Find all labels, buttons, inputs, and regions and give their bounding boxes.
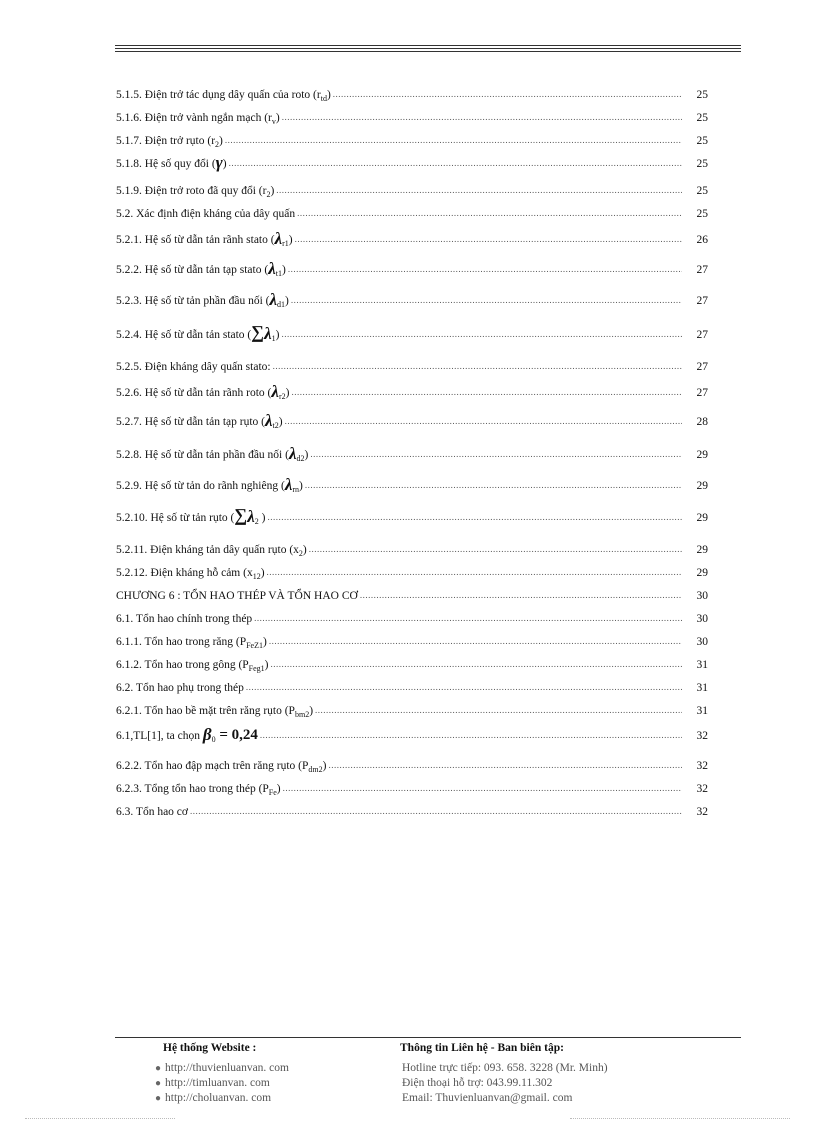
toc-page-number: 31 <box>696 705 708 717</box>
toc-entry[interactable] <box>116 176 708 198</box>
toc-page-number: 32 <box>696 783 708 795</box>
subscript: 2 <box>215 140 220 149</box>
footer-rule <box>115 1037 741 1038</box>
subscript: 12 <box>252 572 261 581</box>
bullet-icon: ● <box>155 1093 162 1104</box>
toc-entry[interactable] <box>116 407 708 429</box>
toc-entry-title: 6.1,TL[1], ta chọn $\beta_0 = 0,24$ <box>116 725 258 744</box>
toc-entry[interactable] <box>116 721 708 743</box>
toc-leader-dots <box>295 232 682 246</box>
subscript: bm2 <box>294 710 310 719</box>
toc-entry-title: 5.2.7. Hệ số từ dẫn tản tạp rụto $(\lambda_{t2})$ <box>116 411 283 430</box>
subscript: v <box>271 117 276 126</box>
math-symbol: λ <box>274 229 283 248</box>
toc-entry[interactable] <box>116 503 708 525</box>
toc-leader-dots <box>285 414 682 428</box>
toc-page-number: 25 <box>696 112 708 124</box>
math-symbol: λ <box>271 382 279 401</box>
toc-leader-dots <box>246 680 682 694</box>
toc-entry[interactable] <box>116 352 708 374</box>
footer-support-phone: Điện thoại hỗ trợ: 043.99.11.302 <box>402 1077 553 1089</box>
toc-entry[interactable] <box>116 604 708 626</box>
toc-page-number: 29 <box>696 480 708 492</box>
toc-page-number: 29 <box>696 544 708 556</box>
toc-leader-dots <box>267 510 682 524</box>
toc-entry[interactable] <box>116 286 708 308</box>
toc-leader-dots <box>297 206 682 220</box>
subscript: FeZ1 <box>246 641 263 650</box>
toc-leader-dots <box>291 293 682 307</box>
math-symbol: λ <box>284 475 293 494</box>
toc-entry-title: 5.2.9. Hệ số từ tản do rãnh nghiêng $(\lambda_{rn})$ <box>116 475 303 494</box>
math-symbol: λ <box>264 324 272 343</box>
toc-entry-title: 5.2.5. Điện kháng dây quấn stato: <box>116 361 271 373</box>
toc-page-number: 30 <box>696 613 708 625</box>
footer-site-link[interactable]: ● http://timluanvan. com <box>155 1077 270 1089</box>
subscript: 0 <box>211 735 216 744</box>
toc-entry[interactable] <box>116 627 708 649</box>
toc-leader-dots <box>225 133 682 147</box>
toc-page-number: 32 <box>696 760 708 772</box>
math-symbol: λ <box>269 290 278 309</box>
toc-leader-dots <box>309 542 682 556</box>
toc-entry[interactable] <box>116 650 708 672</box>
toc-page-number: 31 <box>696 659 708 671</box>
toc-entry-title: 5.2.6. Hệ số từ dẫn tản rãnh roto $(\lambda_{r2})$ <box>116 382 290 401</box>
toc-entry-title: 5.1.9. Điện trở roto đã quy đổi $(r_2)$ <box>116 185 275 199</box>
bullet-icon: ● <box>155 1063 162 1074</box>
toc-entry-title: 6.2. Tổn hao phụ trong thép <box>116 682 244 694</box>
toc-entry-title: 5.2.8. Hệ số từ dẫn tản phần đầu nối $(\lambda_{d2})$ <box>116 444 309 463</box>
toc-entry-title: 5.1.7. Điện trở rụto $(r_2)$ <box>116 135 223 149</box>
toc-leader-dots <box>288 262 682 276</box>
toc-page-number: 25 <box>696 135 708 147</box>
toc-page-number: 29 <box>696 512 708 524</box>
toc-entry-title: 5.1.5. Điện trở tác dụng dây quấn của roto $(r_{td})$ <box>116 89 331 103</box>
toc-leader-dots <box>283 781 682 795</box>
subscript: 2 <box>298 549 303 558</box>
toc-entry[interactable] <box>116 558 708 580</box>
subscript: t2 <box>272 421 279 430</box>
toc-entry-title: CHƯƠNG 6 : TỔN HAO THÉP VÀ TỔN HAO CƠ <box>116 590 358 602</box>
toc-leader-dots <box>310 447 682 461</box>
subscript: dm2 <box>308 765 323 774</box>
subscript: 1 <box>271 334 276 343</box>
toc-page-number: 25 <box>696 89 708 101</box>
footer-site-link[interactable]: ● http://thuvienluanvan. com <box>155 1062 289 1074</box>
toc-page-number: 27 <box>696 361 708 373</box>
summation-symbol: ∑ <box>251 322 265 342</box>
toc-leader-dots <box>282 327 683 341</box>
toc-entry-title: 5.2.12. Điện kháng hỗ cảm $(x_{12})$ <box>116 567 265 581</box>
toc-entry[interactable] <box>116 225 708 247</box>
toc-page-number: 27 <box>696 264 708 276</box>
toc-leader-dots <box>328 758 682 772</box>
subscript: d1 <box>277 300 286 309</box>
toc-leader-dots <box>276 183 682 197</box>
footer-contact-title: Thông tin Liên hệ - Ban biên tập: <box>400 1042 564 1054</box>
toc-entry-title: 5.1.8. Hệ số quy đổi (γ) <box>116 153 227 172</box>
toc-entry[interactable] <box>116 80 708 102</box>
toc-leader-dots <box>190 804 682 818</box>
toc-page-number: 32 <box>696 730 708 742</box>
toc-entry[interactable] <box>116 471 708 493</box>
toc-entry-title: 6.2.1. Tổn hao bề mặt trên răng rụto $(P_{bm2})$ <box>116 705 314 719</box>
toc-entry[interactable] <box>116 255 708 277</box>
header-rule-1 <box>115 45 741 46</box>
header-rule-3 <box>115 51 741 52</box>
toc-leader-dots <box>273 359 682 373</box>
subscript: r1 <box>282 239 289 248</box>
toc-entry[interactable] <box>116 149 708 171</box>
toc-page-number: 32 <box>696 806 708 818</box>
bottom-dotted-line-right <box>570 1118 790 1119</box>
subscript: t1 <box>275 269 282 278</box>
toc-page-number: 29 <box>696 567 708 579</box>
toc-page-number: 29 <box>696 449 708 461</box>
toc-entry[interactable] <box>116 797 708 819</box>
toc-entry[interactable] <box>116 774 708 796</box>
subscript: d2 <box>296 454 305 463</box>
toc-leader-dots <box>229 156 682 170</box>
toc-entry[interactable] <box>116 378 708 400</box>
toc-entry[interactable] <box>116 199 708 221</box>
toc-leader-dots <box>267 565 682 579</box>
toc-entry-title: 5.2.11. Điện kháng tản dây quấn rụto $(x_2)$ <box>116 544 307 558</box>
subscript: 2 <box>266 190 271 199</box>
toc-leader-dots <box>291 385 682 399</box>
toc-leader-dots <box>360 588 682 602</box>
subscript: Fe <box>268 788 277 797</box>
math-symbol: λ <box>247 507 255 526</box>
toc-leader-dots <box>315 703 682 717</box>
toc-entry-title: 6.1.1. Tổn hao trong răng $(P_{FeZ1})$ <box>116 636 267 650</box>
toc-entry-title: 5.2.10. Hệ số từ tản rụto ($\sum\lambda_2$ ) <box>116 505 266 526</box>
toc-entry[interactable] <box>116 581 708 603</box>
footer-site-link[interactable]: ● http://choluanvan. com <box>155 1092 272 1104</box>
toc-page-number: 26 <box>696 234 708 246</box>
toc-entry-title: 5.2.2. Hệ số từ dẫn tản tạp stato $(\lambda_{t1})$ <box>116 259 286 278</box>
toc-leader-dots <box>269 634 682 648</box>
toc-page-number: 27 <box>696 387 708 399</box>
toc-leader-dots <box>271 657 682 671</box>
math-symbol: λ <box>288 444 297 463</box>
toc-entry[interactable] <box>116 673 708 695</box>
toc-page-number: 27 <box>696 295 708 307</box>
math-symbol: λ <box>265 411 273 430</box>
toc-entry-title: 5.2.1. Hệ số từ dẫn tản rãnh stato $(\lambda_{r1})$ <box>116 229 293 248</box>
toc-entry[interactable] <box>116 696 708 718</box>
subscript: 2 <box>254 517 259 526</box>
math-symbol: β <box>202 725 212 744</box>
toc-entry[interactable] <box>116 320 708 342</box>
toc-page-number: 30 <box>696 590 708 602</box>
toc-page-number: 28 <box>696 416 708 428</box>
subscript: Feg1 <box>248 664 265 673</box>
toc-leader-dots <box>254 611 682 625</box>
footer-website-title: Hệ thống Website : <box>163 1042 257 1054</box>
toc-entry-title: 6.1. Tổn hao chính trong thép <box>116 613 253 625</box>
math-symbol: λ <box>268 259 276 278</box>
toc-entry[interactable] <box>116 751 708 773</box>
toc-page-number: 30 <box>696 636 708 648</box>
toc-leader-dots <box>305 478 682 492</box>
toc-entry-title: 6.2.2. Tổn hao đập mạch trên răng rụto $(P_{dm2})$ <box>116 760 327 774</box>
footer-email[interactable]: Email: Thuvienluanvan@gmail. com <box>402 1092 573 1104</box>
toc-leader-dots <box>260 728 682 742</box>
toc-entry-title: 5.2.3. Hệ số từ tản phần đầu nối $(\lambda_{d1})$ <box>116 290 289 309</box>
bullet-icon: ● <box>155 1078 162 1089</box>
header-rule-2 <box>115 48 741 49</box>
summation-symbol: ∑ <box>234 505 248 525</box>
toc-page-number: 25 <box>696 158 708 170</box>
toc-entry-title: 5.2.4. Hệ số từ dẫn tản stato $(\sum\lambda_1)$ <box>116 322 280 343</box>
toc-page-number: 31 <box>696 682 708 694</box>
toc-entry-title: 6.1.2. Tổn hao trong gông $(P_{Feg1})$ <box>116 659 269 673</box>
footer-hotline: Hotline trực tiếp: 093. 658. 3228 (Mr. Minh) <box>402 1062 608 1074</box>
toc-entry-title: 6.3. Tổn hao cơ <box>116 806 188 818</box>
toc-page-number: 25 <box>696 185 708 197</box>
math-symbol: γ <box>215 153 223 172</box>
toc-entry-title: 6.2.3. Tổng tổn hao trong thép $(P_{Fe})$ <box>116 783 281 797</box>
toc-leader-dots <box>333 87 682 101</box>
toc-entry-title: 5.2. Xác định điện kháng của dây quấn <box>116 208 296 220</box>
toc-entry[interactable] <box>116 103 708 125</box>
subscript: rn <box>292 485 300 494</box>
subscript: td <box>320 94 327 103</box>
bottom-dotted-line-left <box>25 1118 175 1119</box>
toc-entry[interactable] <box>116 126 708 148</box>
toc-entry[interactable] <box>116 440 708 462</box>
toc-page-number: 25 <box>696 208 708 220</box>
toc-page-number: 27 <box>696 329 708 341</box>
toc-entry[interactable] <box>116 535 708 557</box>
subscript: r2 <box>278 392 286 401</box>
toc-entry-title: 5.1.6. Điện trở vành ngắn mạch $(r_v)$ <box>116 112 280 126</box>
toc-leader-dots <box>282 110 682 124</box>
